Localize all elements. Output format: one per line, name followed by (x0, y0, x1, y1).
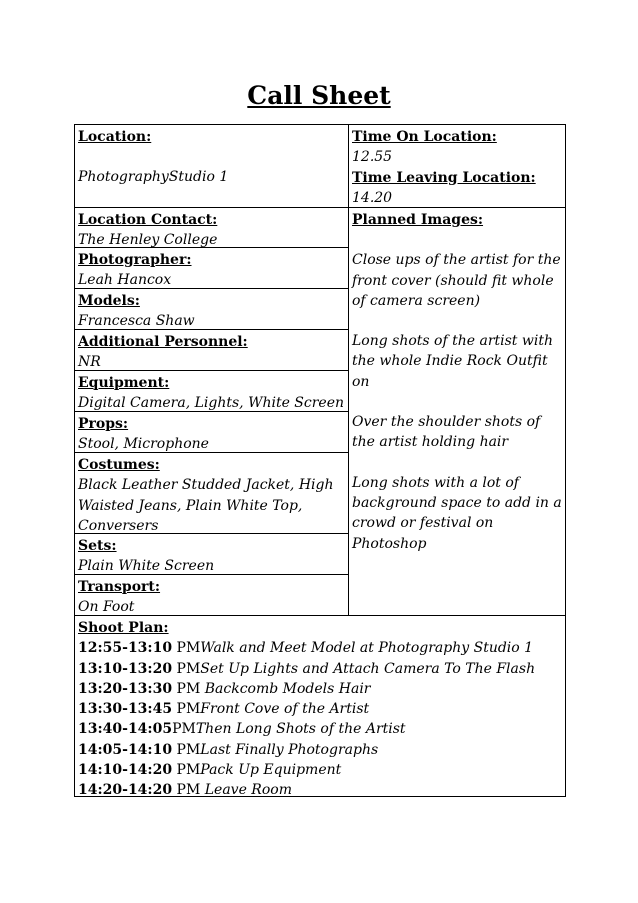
time-cell (349, 125, 565, 207)
plan-text: Last Finally Photographs (200, 741, 379, 758)
time-on-label: Time On Location: (352, 129, 497, 145)
plan-time: 13:40-14:05 (78, 721, 173, 738)
plan-text: Front Cove of the Artist (200, 701, 370, 718)
plan-text: Leave Room (204, 782, 292, 799)
props-label: Props: (78, 416, 129, 432)
planned-images-label: Planned Images: (352, 212, 484, 228)
plan-time: 14:20-14:20 (78, 782, 173, 799)
shoot-plan-row (78, 760, 562, 780)
plan-pm: PM (172, 660, 201, 677)
photographer-value: Leah Hancox (78, 272, 172, 289)
props-value: Stool, Microphone (78, 436, 209, 453)
plan-text: Set Up Lights and Attach Camera To The Flash (200, 660, 536, 677)
plan-pm: PM (172, 701, 201, 718)
location-value: PhotographyStudio 1 (78, 169, 229, 186)
transport-value: On Foot (78, 599, 135, 616)
shoot-plan-label: Shoot Plan: (78, 620, 169, 636)
location-contact-value: The Henley College (78, 232, 218, 249)
photographer-cell (75, 248, 348, 291)
plan-pm: PM (172, 680, 205, 697)
plan-time: 12:55-13:10 (78, 640, 173, 657)
equipment-value: Digital Camera, Lights, White Screen (78, 395, 345, 412)
plan-text: Pack Up Equipment (200, 762, 342, 779)
plan-time: 13:10-13:20 (78, 660, 173, 677)
time-on-value: 12.55 (352, 149, 393, 166)
costumes-cell (75, 453, 348, 536)
plan-pm: PM (172, 721, 196, 738)
additional-personnel-value: NR (78, 354, 101, 371)
planned-images-cell (349, 208, 565, 554)
plan-text: Backcomb Models Hair (204, 680, 371, 697)
planned-image-item: Over the shoulder shots of the artist holding hair (352, 414, 541, 451)
location-contact-cell (75, 208, 348, 251)
sets-cell (75, 534, 348, 577)
plan-time: 13:20-13:30 (78, 680, 173, 697)
location-cell (75, 125, 348, 207)
shoot-plan-row (78, 719, 562, 739)
plan-pm: PM (172, 762, 201, 779)
models-label: Models: (78, 293, 140, 309)
page-title: Call Sheet (247, 81, 391, 110)
plan-text: Then Long Shots of the Artist (195, 721, 406, 738)
plan-pm: PM (172, 741, 201, 758)
additional-personnel-cell (75, 330, 348, 373)
location-contact-label: Location Contact: (78, 212, 218, 228)
time-leaving-label: Time Leaving Location: (352, 169, 536, 186)
shoot-plan-row (78, 780, 562, 800)
plan-time: 14:05-14:10 (78, 741, 173, 758)
models-cell (75, 289, 348, 332)
photographer-label: Photographer: (78, 252, 192, 268)
additional-personnel-label: Additional Personnel: (78, 334, 248, 350)
planned-image-item: Long shots of the artist with the whole Indie Rock Outfit on (352, 333, 553, 390)
planned-image-item: Long shots with a lot of background space to add in a crowd or festival on Photoshop (352, 474, 562, 552)
plan-pm: PM (172, 782, 205, 799)
shoot-plan-row (78, 638, 562, 658)
plan-time: 14:10-14:20 (78, 762, 173, 779)
plan-time: 13:30-13:45 (78, 701, 173, 718)
sets-value: Plain White Screen (78, 558, 215, 575)
props-cell (75, 412, 348, 455)
shoot-plan-row (78, 699, 562, 719)
shoot-plan-row (78, 659, 562, 679)
costumes-label: Costumes: (78, 457, 160, 473)
equipment-label: Equipment: (78, 375, 170, 391)
costumes-value: Black Leather Studded Jacket, High Waisted Jeans, Plain White Top, Conversers (78, 477, 334, 534)
location-label: Location: (78, 129, 152, 145)
planned-image-item: Close ups of the artist for the front cover (should fit whole of camera screen) (352, 252, 561, 309)
plan-pm: PM (172, 640, 201, 657)
models-value: Francesca Shaw (78, 313, 195, 330)
time-leaving-value: 14.20 (352, 189, 393, 206)
equipment-cell (75, 371, 348, 414)
plan-text: Walk and Meet Model at Photography Studio 1 (200, 640, 534, 657)
shoot-plan-row (78, 679, 562, 699)
shoot-plan-cell (75, 616, 565, 801)
call-sheet-table (74, 124, 566, 797)
transport-cell (75, 575, 348, 618)
transport-label: Transport: (78, 579, 161, 595)
shoot-plan-row (78, 740, 562, 760)
sets-label: Sets: (78, 538, 117, 554)
